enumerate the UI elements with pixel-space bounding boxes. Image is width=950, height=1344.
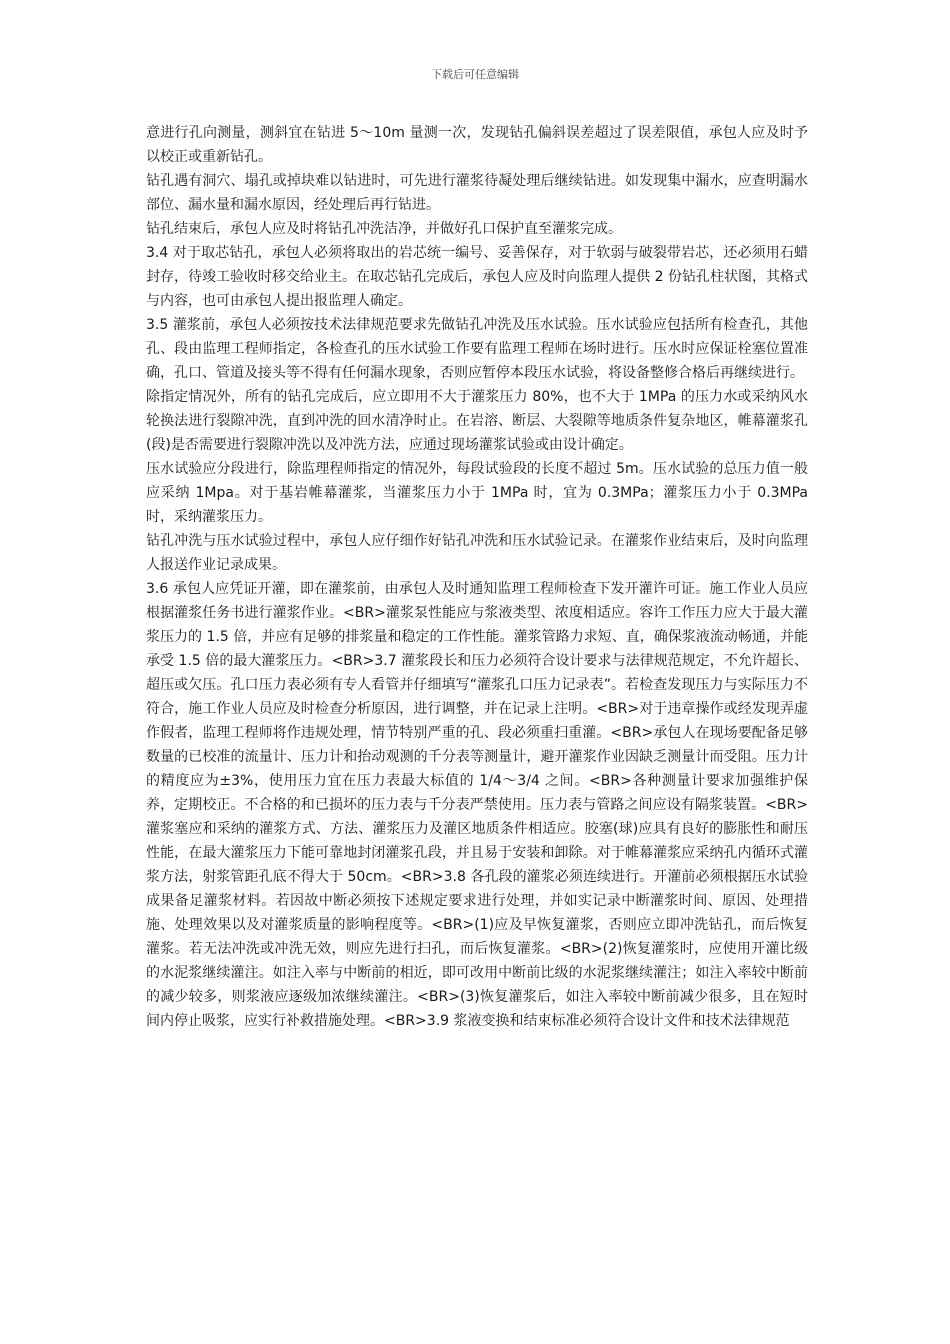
paragraph: 钻孔冲洗与压水试验过程中，承包人应仔细作好钻孔冲洗和压水试验记录。在灌浆作业结束后，及时向监理人报送作业记录成果。 — [146, 533, 808, 573]
paragraph: 意进行孔向测量，测斜宜在钻进 5～10m 量测一次，发现钻孔偏斜误差超过了误差限值，承包人应及时予以校正或重新钻孔。 — [146, 125, 808, 165]
document-body — [146, 121, 808, 1033]
paragraph: 压水试验应分段进行，除监理程师指定的情况外，每段试验段的长度不超过 5m。压水试验的总压力值一般应采纳 1Mpa。对于基岩帷幕灌浆，当灌浆压力小于 1MPa 时，宜为 0.3MPa；灌浆压力小于 0.3MPa 时，采纳灌浆压力。 — [146, 461, 808, 525]
paragraph: 除指定情况外，所有的钻孔完成后，应立即用不大于灌浆压力 80%，也不大于 1MPa 的压力水或采纳风水轮换法进行裂隙冲洗，直到冲洗的回水清净时止。在岩溶、断层、大裂隙等地质条件复杂地区，帷幕灌浆孔(段)是否需要进行裂隙冲洗以及冲洗方法，应通过现场灌浆试验或由设计确定。 — [146, 389, 808, 453]
paragraph: 钻孔结束后，承包人应及时将钻孔冲洗洁净，并做好孔口保护直至灌浆完成。 — [146, 221, 622, 237]
paragraph: 3.6 承包人应凭证开灌，即在灌浆前，由承包人及时通知监理工程师检查下发开灌许可证。施工作业人员应根据灌浆任务书进行灌浆作业。<BR>灌浆泵性能应与浆液类型、浓度相适应。容许工作压力应大于最大灌浆压力的 1.5 倍，并应有足够的排浆量和稳定的工作性能。灌浆管路力求短、直，确保浆液流动畅通，并能承受 1.5 倍的最大灌浆压力。<BR>3.7 灌浆段长和压力必须符合设计要求与法律规范规定，不允许超长、超压或欠压。孔口压力表必须有专人看管并仔细填写“灌浆孔口压力记录表”。若检查发现压力与实际压力不符合，施工作业人员应及时检查分析原因，进行调整，并在记录上注明。<BR>对于违章操作或经发现弄虚作假者，监理工程师将作违规处理，情节特别严重的孔、段必须重扫重灌。<BR>承包人在现场要配备足够数量的已校准的流量计、压力计和抬动观测的千分表等测量计，避开灌浆作业因缺乏测量计而受阻。压力计的精度应为±3%，使用压力宜在压力表最大标值的 1/4～3/4 之间。<BR>各种测量计要求加强维护保养，定期校正。不合格的和已损坏的压力表与千分表严禁使用。压力表与管路之间应设有隔浆装置。<BR>灌浆塞应和采纳的灌浆方式、方法、灌浆压力及灌区地质条件相适应。胶塞(球)应具有良好的膨胀性和耐压性能，在最大灌浆压力下能可靠地封闭灌浆孔段，并且易于安装和卸除。对于帷幕灌浆应采纳孔内循环式灌浆方法，射浆管距孔底不得大于 50cm。<BR>3.8 各孔段的灌浆必须连续进行。开灌前必须根据压水试验成果备足灌浆材料。若因故中断必须按下述规定要求进行处理，并如实记录中断灌浆时间、原因、处理措施、处理效果以及对灌浆质量的影响程度等。<BR>(1)应及早恢复灌浆，否则应立即冲洗钻孔，而后恢复灌浆。若无法冲洗或冲洗无效，则应先进行扫孔，而后恢复灌浆。<BR>(2)恢复灌浆时，应使用开灌比级的水泥浆继续灌注。如注入率与中断前的相近，即可改用中断前比级的水泥浆继续灌注；如注入率较中断前的减少较多，则浆液应逐级加浓继续灌注。<BR>(3)恢复灌浆后，如注入率较中断前减少很多，且在短时间内停止吸浆，应实行补救措施处理。<BR>3.9 浆液变换和结束标准必须符合设计文件和技术法律规范 — [146, 581, 808, 1029]
page-header: 下载后可任意编辑 — [431, 68, 519, 81]
paragraph: 3.5 灌浆前，承包人必须按技术法律规范要求先做钻孔冲洗及压水试验。压水试验应包括所有检查孔，其他孔、段由监理工程师指定，各检查孔的压水试验工作要有监理工程师在场时进行。压水时应保证栓塞位置准确，孔口、管道及接头等不得有任何漏水现象，否则应暂停本段压水试验，将设备整修合格后再继续进行。 — [146, 317, 808, 381]
paragraph: 3.4 对于取芯钻孔，承包人必须将取出的岩芯统一编号、妥善保存，对于软弱与破裂带岩芯，还必须用石蜡封存，待竣工验收时移交给业主。在取芯钻孔完成后，承包人应及时向监理人提供 2 份钻孔柱状图，其格式与内容，也可由承包人提出报监理人确定。 — [146, 245, 808, 309]
paragraph: 钻孔遇有洞穴、塌孔或掉块难以钻进时，可先进行灌浆待凝处理后继续钻进。如发现集中漏水，应查明漏水部位、漏水量和漏水原因，经处理后再行钻进。 — [146, 173, 808, 213]
